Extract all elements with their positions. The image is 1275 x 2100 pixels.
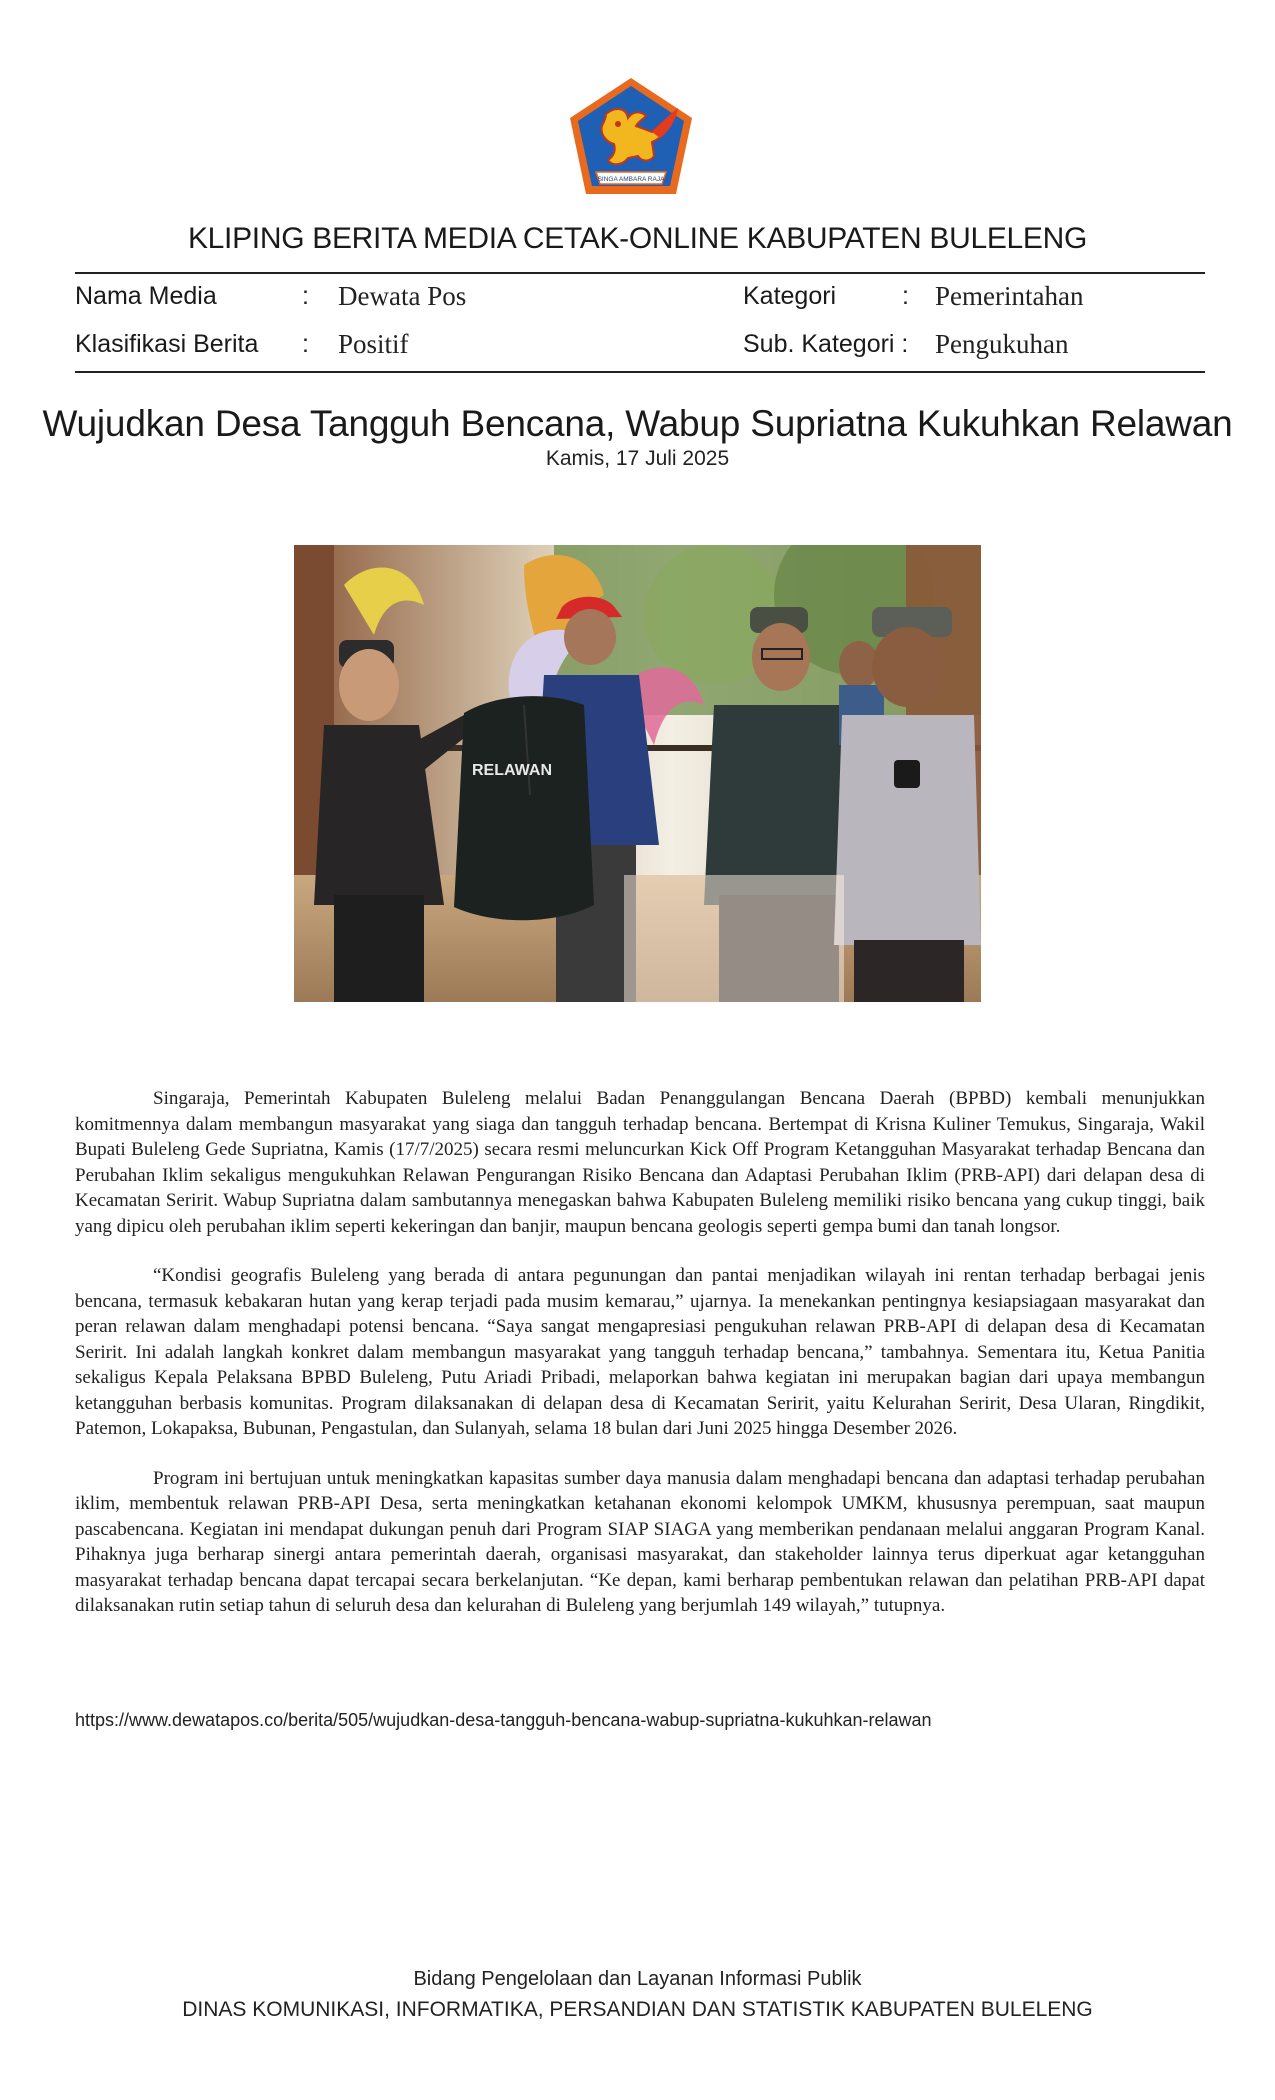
article-paragraph: Singaraja, Pemerintah Kabupaten Buleleng melalui Badan Penanggulangan Bencana Daerah (BPBD) kembali menunjukkan komitmennya dalam membangun masyarakat yang siaga dan tangguh terhadap bencana. Bertempat di Krisna Kuliner Temukus, Singaraja, Wakil Bupati Buleleng Gede Supriatna, Kamis (17/7/2025) secara resmi meluncurkan Kick Off Program Ketangguhan Masyarakat terhadap Bencana dan Perubahan Iklim sekaligus mengukuhkan Relawan Pengurangan Risiko Bencana dan Adaptasi Perubahan Iklim (PRB-API) dari delapan desa di Kecamatan Seririt. Wabup Supriatna dalam sambutannya menegaskan bahwa Kabupaten Buleleng memiliki risiko bencana yang cukup tinggi, baik yang dipicu oleh perubahan iklim seperti kekeringan dan banjir, maupun bencana geologis seperti gempa bumi dan tanah longsor. (75, 1088, 1205, 1237)
sub-kategori-label: Sub. Kategori : (743, 330, 909, 358)
top-divider (75, 272, 1205, 274)
source-url-link[interactable]: https://www.dewatapos.co/berita/505/wujudkan-desa-tangguh-bencana-wabup-supriatna-kukuhkan-relawan (75, 1710, 932, 1730)
footer-division: Bidang Pengelolaan dan Layanan Informasi Publik (413, 1968, 862, 1990)
footer-agency: DINAS KOMUNIKASI, INFORMATIKA, PERSANDIAN DAN STATISTIK KABUPATEN BULELENG (182, 1998, 1093, 2021)
logo-motto: SINGA AMBARA RAJA (597, 176, 665, 183)
nama-media-value: Dewata Pos (338, 281, 467, 311)
news-photo (294, 545, 981, 1002)
jacket-print: RELAWAN (472, 762, 552, 779)
sub-kategori-value: Pengukuhan (935, 329, 1069, 359)
article-date: Kamis, 17 Juli 2025 (545, 447, 730, 470)
kategori-value: Pemerintahan (935, 281, 1084, 311)
buleleng-crest-logo (566, 76, 696, 198)
article-paragraph: “Kondisi geografis Buleleng yang berada di antara pegunungan dan pantai menjadikan wilayah ini rentan terhadap berbagai jenis bencana, termasuk kebakaran hutan yang kerap terjadi pada musim kemarau,” ujarnya. Ia menekankan pentingnya kesiapsiagaan masyarakat dan peran relawan dalam menghadapi potensi bencana. “Saya sangat mengapresiasi pengukuhan relawan PRB-API di delapan desa di Kecamatan Seririt. Ini adalah langkah konkret dalam membangun masyarakat yang tangguh terhadap bencana,” tambahnya. Sementara itu, Ketua Panitia sekaligus Kepala Pelaksana BPBD Buleleng, Putu Ariadi Pribadi, melaporkan bahwa kegiatan ini merupakan bagian dari upaya membangun ketangguhan berbasis komunitas. Program dilaksanakan di delapan desa di Kecamatan Seririt, yaitu Kelurahan Seririt, Desa Ularan, Ringdikit, Patemon, Lokapaksa, Bubunan, Pengastulan, dan Sulanyah, selama 18 bulan dari Juni 2025 hingga Desember 2026. (75, 1265, 1205, 1439)
kategori-label: Kategori (743, 282, 837, 310)
article-body (75, 1086, 1205, 1643)
nama-media-colon: : (302, 282, 309, 310)
article-paragraph: Program ini bertujuan untuk meningkatkan kapasitas sumber daya manusia dalam menghadapi bencana dan adaptasi terhadap perubahan iklim, membentuk relawan PRB-API Desa, serta meningkatkan ketahanan ekonomi kelompok UMKM, khususnya perempuan, saat maupun pascabencana. Kegiatan ini mendapat dukungan penuh dari Program SIAP SIAGA yang memberikan pendanaan melalui anggaran Program Kanal. Pihaknya juga berharap sinergi antara pemerintah daerah, organisasi masyarakat, dan stakeholder lainnya terus diperkuat agar ketangguhan masyarakat terhadap bencana dapat tercapai secara berkelanjutan. “Ke depan, kami berharap pembentukan relawan dan pelatihan PRB-API dapat dilaksanakan rutin setiap tahun di seluruh desa dan kelurahan di Buleleng yang berjumlah 149 wilayah,” tutupnya. (75, 1467, 1205, 1616)
klasifikasi-label: Klasifikasi Berita (75, 330, 259, 358)
document-title: KLIPING BERITA MEDIA CETAK-ONLINE KABUPATEN BULELENG (187, 222, 1088, 255)
article-headline: Wujudkan Desa Tangguh Bencana, Wabup Supriatna Kukuhkan Relawan (42, 403, 1233, 444)
kategori-colon: : (902, 282, 909, 310)
nama-media-label: Nama Media (75, 282, 217, 310)
klasifikasi-value: Positif (338, 329, 409, 359)
bottom-divider (75, 371, 1205, 373)
klasifikasi-colon: : (302, 330, 309, 358)
